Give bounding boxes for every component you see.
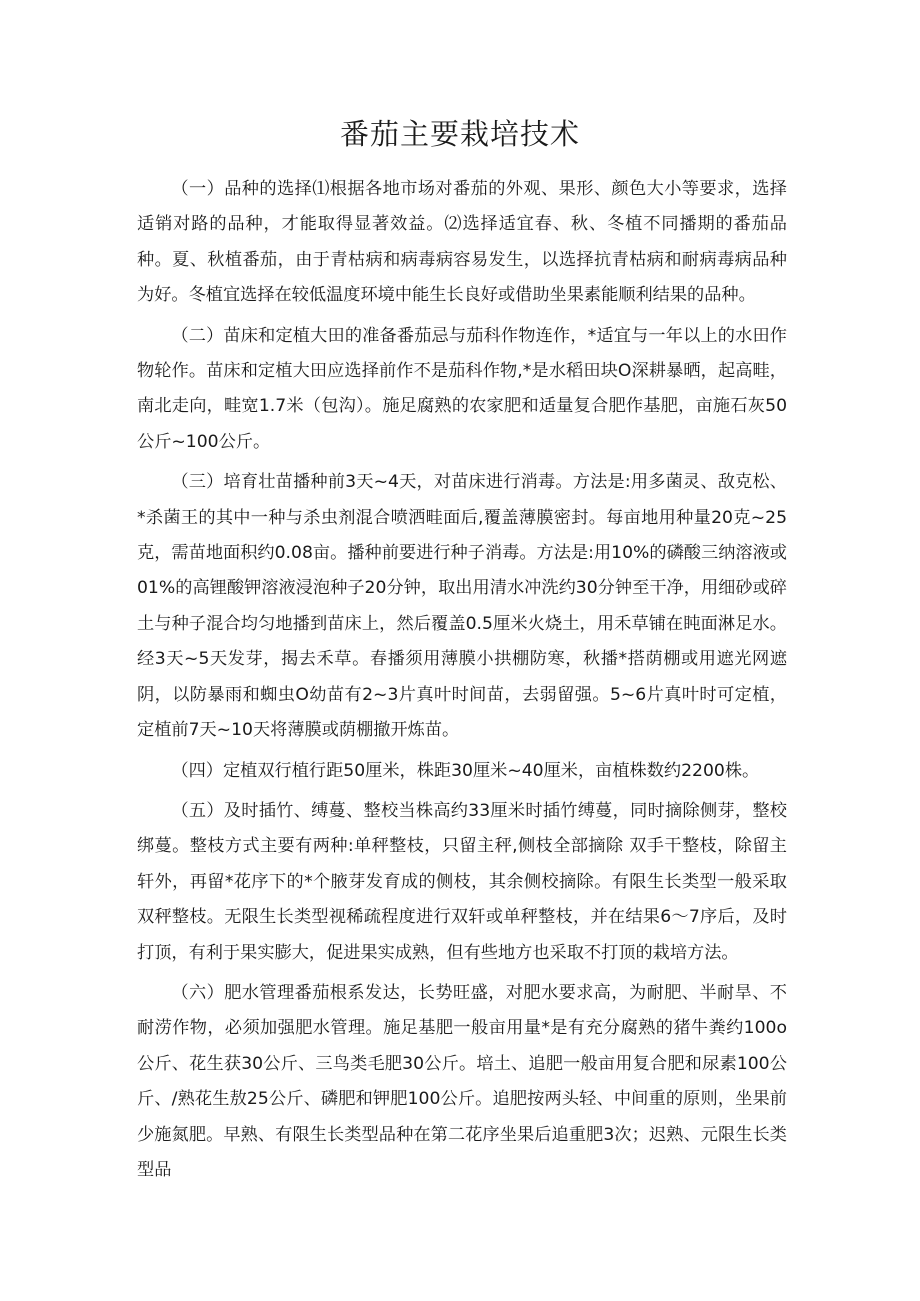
paragraph-staking-pruning: （五）及时插竹、缚蔓、整校当株高约33厘米时插竹缚蔓，同时摘除侧芽，整校绑蔓。整枝方式主要有两种:单秤整枝，只留主秤,侧枝全部摘除 双手干整枝，除留主轩外，再留*花序下的*个腋芽发育成的侧枝，其余侧校摘除。有限生长类型一般采取双秤整枝。无限生长类型视稀疏程度进行双轩或单秤整枝，并在结果6～7序后，及时打顶，有利于果实膨大，促进果实成熟，但有些地方也采取不打顶的栽培方法。 xyxy=(137,800,787,963)
document-body xyxy=(137,172,787,1193)
paragraph-variety-selection: （一）品种的选择⑴根据各地市场对番茄的外观、果形、颜色大小等要求，选择适销对路的品种，才能取得显著效益。⑵选择适宜春、秋、冬植不同播期的番茄品种。夏、秋植番茄，由于青枯病和病毒病容易发生，以选择抗青枯病和耐病毒病品种为好。冬植宜选择在较低温度环境中能生长良好或借助坐果素能顺利结果的品种。 xyxy=(137,179,787,306)
paragraph-seedbed-preparation: （二）苗床和定植大田的准备番茄忌与茄科作物连作，*适宜与一年以上的水田作物轮作。苗床和定植大田应选择前作不是茄科作物,*是水稻田块O深耕暴晒，起高畦，南北走向，畦宽1.7米（包沟）。施足腐熟的农家肥和适量复合肥作基肥，亩施石灰50公斤~100公斤。 xyxy=(137,325,787,452)
document-title: 番茄主要栽培技术 xyxy=(339,117,580,151)
paragraph-planting: （四）定植双行植行距50厘米，株距30厘米~40厘米，亩植株数约2200株。 xyxy=(171,760,760,781)
paragraph-seedling-cultivation: （三）培育壮苗播种前3天~4天，对苗床进行消毒。方法是:用多菌灵、敌克松、*杀菌王的其中一种与杀虫剂混合喷洒畦面后,覆盖薄膜密封。每亩地用种量20克~25克，需苗地面积约0.08亩。播种前要进行种子消毒。方法是:用10%的磷酸三纳溶液或01%的高锂酸钾溶液浸泡种子20分钟，取出用清水冲洗约30分钟至干净，用细砂或碎土与种子混合均匀地播到苗床上，然后覆盖0.5厘米火烧土，用禾草铺在盹面淋足水。经3天~5天发芽，揭去禾草。春播须用薄膜小拱棚防寒，秋播*搭荫棚或用遮光网遮阴，以防暴雨和蜘虫O幼苗有2~3片真叶时间苗，去弱留强。5~6片真叶时可定植，定植前7天~10天将薄膜或荫棚撤开炼苗。 xyxy=(137,472,787,741)
paragraph-fertilizer-water: （六）肥水管理番茄根系发达，长势旺盛，对肥水要求高，为耐肥、半耐旱、不耐涝作物，必须加强肥水管理。施足基肥一般亩用量*是有充分腐熟的猪牛粪约100o公斤、花生获30公斤、三鸟类毛肥30公斤。培土、追肥一般亩用复合肥和尿素100公斤、/熟花生敖25公斤、磷肥和钾肥100公斤。追肥按两头轻、中间重的原则，坐果前少施氮肥。早熟、有限生长类型品种在第二花序坐果后追重肥3次；迟熟、元限生长类型品 xyxy=(137,982,787,1180)
